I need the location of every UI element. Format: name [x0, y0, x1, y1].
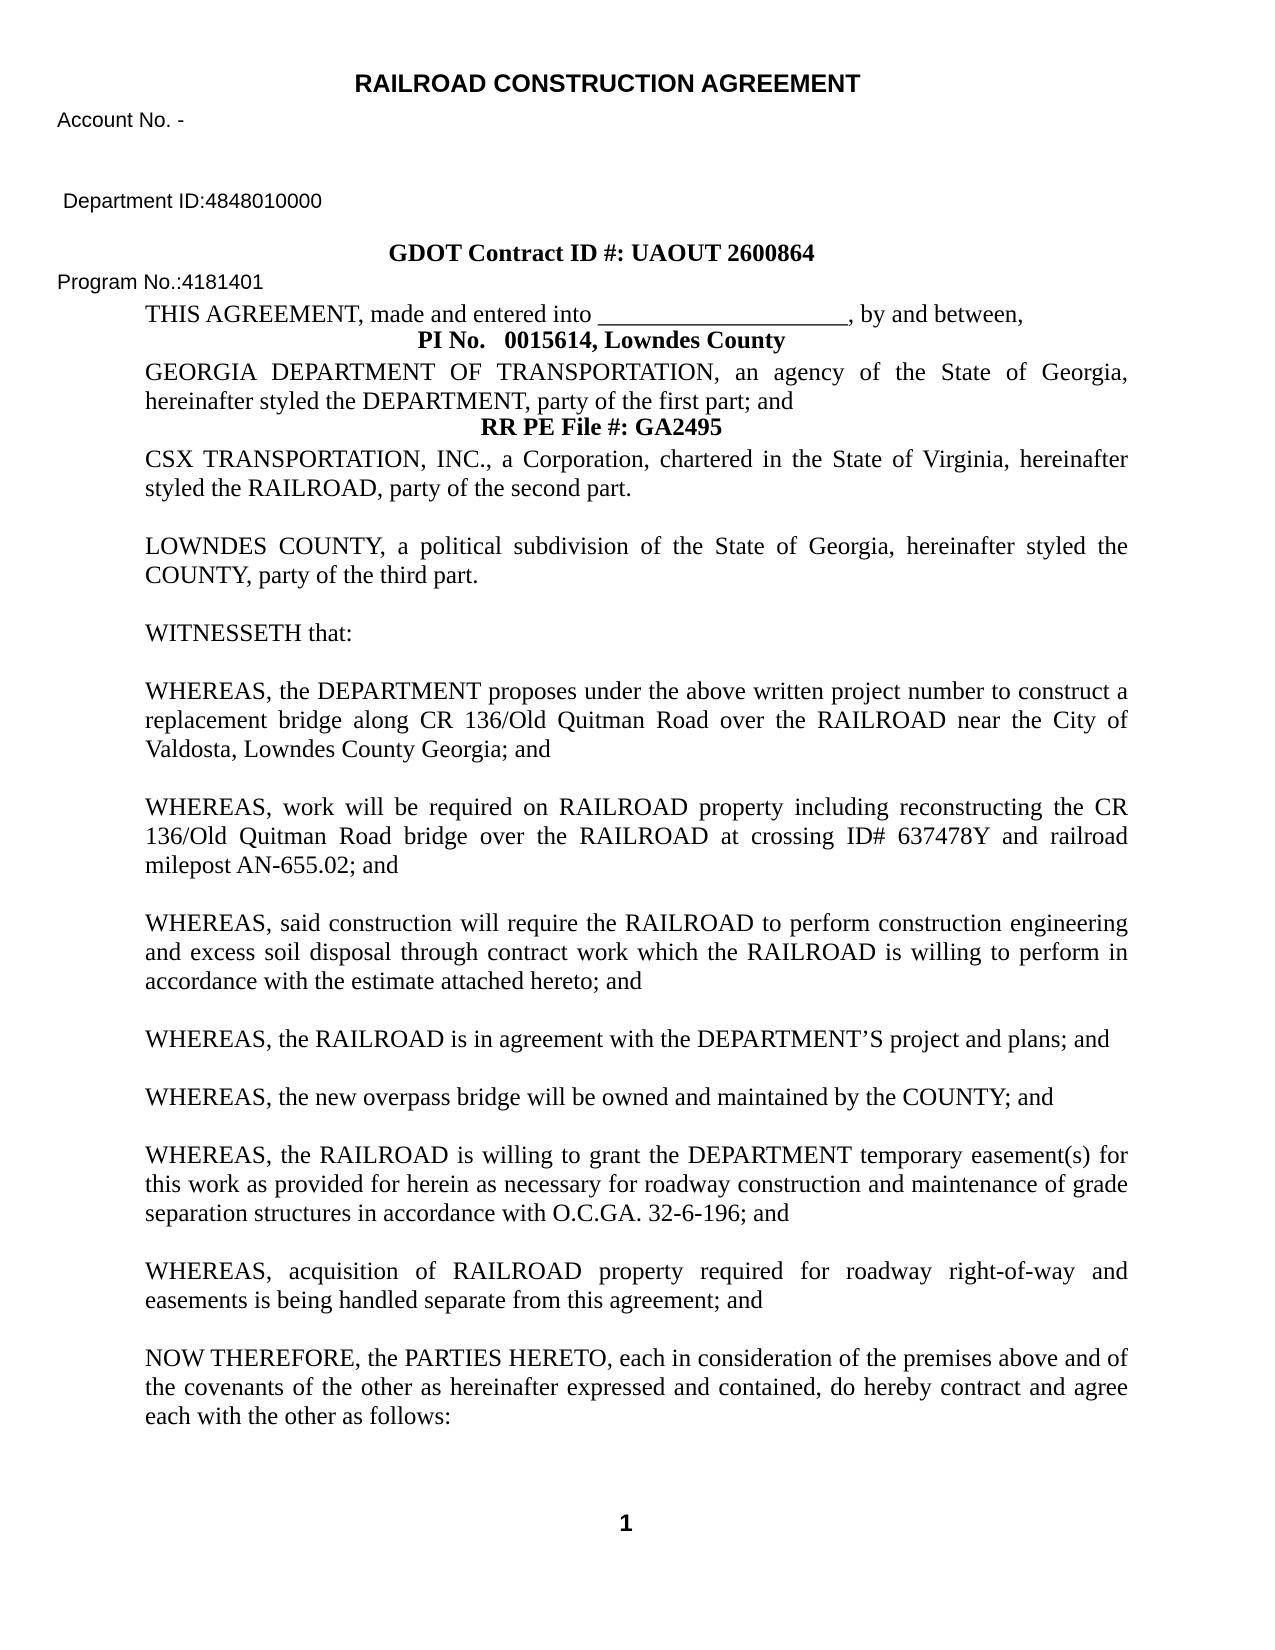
rr-pe-file-line: RR PE File #: GA2495 [480, 414, 723, 441]
paragraph-preamble: THIS AGREEMENT, made and entered into ____________________, by and between, [145, 301, 1024, 328]
paragraph-whereas-construction-engineering: WHEREAS, said construction will require the RAILROAD to perform construction engineering and excess soil disposal through contract work which the RAILROAD is willing to perform in accordance with the estimate attached hereto; and [145, 910, 1128, 995]
document-title: RAILROAD CONSTRUCTION AGREEMENT [354, 70, 861, 98]
pi-number-line: PI No. 0015614, Lowndes County [417, 327, 786, 354]
gdot-contract-id-line: GDOT Contract ID #: UAOUT 2600864 [388, 240, 815, 267]
paragraph-whereas-county-ownership: WHEREAS, the new overpass bridge will be owned and maintained by the COUNTY; and [145, 1084, 1054, 1111]
department-id-line: Department ID:4848010000 [57, 190, 323, 213]
paragraph-whereas-row-acquisition: WHEREAS, acquisition of RAILROAD property required for roadway right-of-way and easements is being handled separate from this agreement; and [145, 1258, 1128, 1314]
paragraph-witnesseth: WITNESSETH that: [145, 620, 353, 647]
page-number: 1 [619, 1510, 633, 1537]
program-no-line: Program No.:4181401 [57, 271, 264, 294]
account-no-line: Account No. - [57, 109, 185, 132]
agreement-body [145, 300, 1128, 1460]
paragraph-whereas-bridge-project: WHEREAS, the DEPARTMENT proposes under the above written project number to construct a replacement bridge along CR 136/Old Quitman Road over the RAILROAD near the City of Valdosta, Lowndes County Georgia; and [145, 678, 1128, 763]
paragraph-lowndes-party: LOWNDES COUNTY, a political subdivision of the State of Georgia, hereinafter styled the COUNTY, party of the third part. [145, 533, 1128, 589]
paragraph-now-therefore: NOW THEREFORE, the PARTIES HERETO, each in consideration of the premises above and of the covenants of the other as hereinafter expressed and contained, do hereby contract and agree each with the other as follows: [145, 1345, 1128, 1430]
paragraph-whereas-railroad-property: WHEREAS, work will be required on RAILROAD property including reconstructing the CR 136/Old Quitman Road bridge over the RAILROAD at crossing ID# 637478Y and railroad milepost AN-655.02; and [145, 794, 1128, 879]
paragraph-gdot-party: GEORGIA DEPARTMENT OF TRANSPORTATION, an agency of the State of Georgia, hereinafter styled the DEPARTMENT, party of the first part; and [145, 359, 1128, 415]
paragraph-csx-party: CSX TRANSPORTATION, INC., a Corporation, chartered in the State of Virginia, hereinafter styled the RAILROAD, party of the second part. [145, 446, 1128, 502]
paragraph-whereas-temporary-easements: WHEREAS, the RAILROAD is willing to grant the DEPARTMENT temporary easement(s) for this work as provided for herein as necessary for roadway construction and maintenance of grade separation structures in accordance with O.C.GA. 32-6-196; and [145, 1142, 1128, 1227]
paragraph-whereas-agreement-with-plans: WHEREAS, the RAILROAD is in agreement with the DEPARTMENT’S project and plans; and [145, 1026, 1110, 1053]
